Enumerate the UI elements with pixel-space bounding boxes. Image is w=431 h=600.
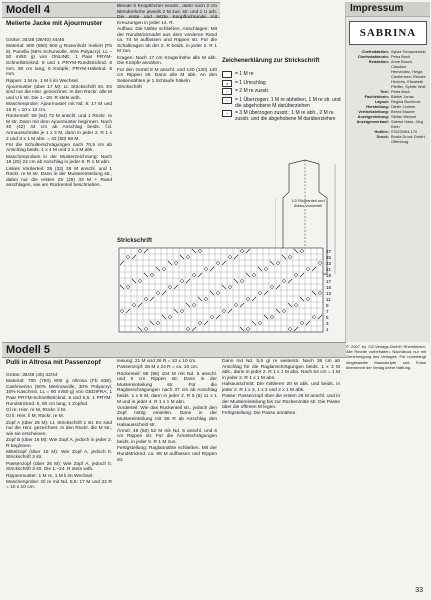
instruction-paragraph: Rückenteil: 56 (64) 72 M anschl. und 1 Rückr. re M str. Dann mit dem Ajourmuster beginnen. Nach 40 (42) 44 cm ab Anschlag beids. f.d. Armausschnitte je 1 x 3 M, dann in jeder 2. R 1 x 2 und 3 x 1 M abn. = 42 (50) 58 M. — [6, 114, 112, 142]
model4-text-column-1 — [6, 38, 112, 336]
impressum-row — [349, 119, 427, 129]
legend-text: = 1 Umschlag — [235, 79, 266, 86]
instruction-paragraph: Gl re: Hinr. re M, Rückr. li M. — [6, 407, 67, 413]
instruction-paragraph: Dann mit Nd. 5,5 gl re weiterstr. Nach 38 cm ab Anschlag für die Raglanschrägungen beids. 1 x 3 M abk., dann in jeder 2. R 1 x 1 M abn. Nach 64 cm = 1 M in jeder 2. R 1 x 1 M abn. — [222, 359, 340, 381]
legend-item — [222, 71, 342, 78]
instruction-paragraph: Passe: Passenzopf über die ersten 26 M anschl. und in der Mustereinteilung bis zur Rückenmitte str. Die Passe über die offenen M legen. — [222, 393, 340, 411]
impressum-person: Regina Buchholz — [391, 99, 421, 104]
legend-text: = 1 Überzogen: 1 M re abheben, 1 M re str. und die abgehobene M darüberziehen — [235, 96, 341, 109]
instruction-paragraph: Zopf B (über 16 M): Wie Zopf A, jedoch in jeder 2. R beginnen. — [6, 437, 112, 449]
impressum-role: Herstellung: — [366, 104, 389, 109]
impressum-role: Layout: — [374, 99, 389, 104]
instruction-paragraph: Linkes Vorderteil: 28 (32) 36 M anschl. und 1 Rückr. re M str. Dann in der Mustereinteilung str., dabei nur die ersten 25 (29) 33 M + Rand anschlagen, wie am Rückenteil beschrieben. — [6, 166, 112, 189]
instruction-paragraph: Passenzopf (über 26 M): Wie Zopf A, jedoch lt. Strickschrift 3 str. Die 1.–24. R stets wdh. — [6, 461, 112, 473]
instruction-paragraph: Kragen: Nach 17 cm Kragenhöhe alle M abk. Die Knöpfe annähen. — [117, 55, 217, 67]
impressum-person: Petra Bock — [391, 54, 411, 59]
chart-row-number: 3 — [326, 321, 329, 326]
legend-item — [222, 110, 342, 122]
impressum-person: 07623/964-170 — [391, 129, 418, 134]
chart-row-number: 5 — [326, 315, 329, 320]
chart-row-number: 9 — [326, 303, 329, 308]
instruction-paragraph: Passenzopf: 26 M x 24 R = ca. 10 cm. — [117, 365, 199, 371]
legend-item — [222, 88, 342, 95]
impressum-person: Sabine Haas, Jörg Klein — [391, 119, 424, 129]
stitch-symbol-icon: o — [222, 80, 232, 87]
sabrina-logo-text: SABRINA — [359, 27, 417, 39]
stitch-symbol-icon: \ — [222, 97, 232, 104]
instruction-paragraph: Für die Schulterschrägungen nach 70,5 cm ab Anschlag beids. 1 x 4 M und 2 x 4 M abk. — [6, 142, 112, 154]
instruction-paragraph: Gl li: Hinr. li M, Rückr. re M. — [6, 414, 65, 420]
sabrina-logo — [349, 21, 427, 45]
impressum-person: Bärbel Jonas — [391, 94, 414, 99]
chart-row-number: 17 — [326, 279, 332, 284]
instruction-paragraph: Vorderteil: Wie das Rückenteil str., jedoch den Zopf mittig einteilen. Dann in der Mustereinteilung mit 56 R ab Anschlag den Halsausschnitt str. — [117, 405, 217, 428]
chart-row-number: 1 — [326, 327, 329, 332]
instruction-paragraph: Zopf A (über 25 M): Lt. Strickschrift 1 str. Es sind nur die Hinr. gezeichnet. In den Rückr. die M str., wie sie erscheinen. — [6, 420, 112, 437]
impressum-role: Text: — [379, 89, 389, 94]
impressum-role: Anzeigenverkauf: — [356, 119, 389, 124]
instruction-paragraph: Rippen: 1 M re, 1 M li im Wechsel. — [6, 78, 79, 84]
legend-item — [222, 80, 342, 87]
impressum-role: Vertriebsleitung: — [358, 109, 389, 114]
instruction-paragraph: Blende 6 Knopflöcher einarb., dafür nach 2 cm Blendenhöhe jeweils 2 M zus. str. und 1 U arb. Die erste und letzte Knopflochrunde mit Kreuzungen in jeder 14. R. — [117, 4, 217, 26]
impressum-role: Anzeigenleitung: — [357, 114, 389, 119]
model4-subtitle: Melierte Jacke mit Ajourmuster — [6, 20, 103, 27]
impressum-person: Dieter Lindner — [391, 104, 416, 109]
instruction-paragraph: leisung: 21 M und 26 R = 10 x 10 cm. — [117, 359, 197, 364]
model5-text-column-1 — [6, 373, 112, 593]
page-number: 33 — [415, 587, 423, 594]
chart-row-number: 23 — [326, 261, 332, 266]
model5-subtitle: Pulli in Altrosa mit Passenzopf — [6, 359, 101, 366]
impressum-role: Chefredaktion: — [361, 49, 389, 54]
chart-row-number: 21 — [326, 267, 332, 272]
impressum-role: Hotline: — [374, 129, 389, 134]
impressum-row — [349, 59, 427, 89]
model4-title: Modell 4 — [2, 2, 220, 18]
chart-row-number: 7 — [326, 309, 329, 314]
legend-heading: Zeichenerklärung zur Strickschrift — [222, 58, 320, 64]
instruction-paragraph: Material: 800 (850) 900 g Rosenholz meliert (Fb 9). Panella (56% Schurwolle, 40% Polyacryl, LL – 50 m/50 g) von ONLINE; 1 Paar PRYM-Schnellstricknd. 8 und 1 PRYM-Rundstricknd. 8 mm, 80 cm lang; 6 Knöpfe; PRYM-Häkelnd. 6 mm. — [6, 44, 112, 78]
impressum-sidebar — [345, 2, 430, 342]
impressum-person: Petra Bock — [391, 89, 411, 94]
schematic-label: 1/2 Rückenteil und linkes Vorderteil — [291, 198, 325, 208]
impressum-title: Impressum — [346, 2, 430, 17]
impressum-row — [349, 134, 427, 144]
chart-row-number: 15 — [326, 285, 332, 290]
impressum-role: Redaktion: — [368, 59, 389, 64]
impressum-person: Stefan Wenzel — [391, 114, 417, 119]
legend-text: = 1 M re — [235, 71, 254, 77]
impressum-person: Burda Druck GmbH, Offenburg — [391, 134, 427, 144]
instruction-paragraph: Ajourmuster (über 17 M): Lt. Strickschrift str. Es sind nur die Hinr. gezeichnet. In den Rückr. alle M und U li str. Die 1.–28. R stets wdh. — [6, 84, 112, 101]
impressum-rows — [346, 49, 430, 144]
instruction-paragraph: Größe: 34/36 (38/40) 44/46 — [6, 38, 65, 43]
impressum-role: Chefredakteurin: — [357, 54, 389, 59]
impressum-role: Fachlektorin: — [364, 94, 389, 99]
stitch-symbol-icon: / — [222, 88, 232, 95]
instruction-paragraph: Fertigstellung: Raglannähte schließen. Mit der Rundstricknd. ca. 88 M auffassen und Rippen str. — [117, 446, 217, 463]
instruction-paragraph: Maschenproben in der Musterzeichnung: Nach 18 (20) 22 cm ab Anschlag in jeder 8. R 1 M abn. — [6, 154, 112, 166]
instruction-paragraph: Fertigstellung: Die Passe annähen. — [222, 411, 297, 417]
instruction-paragraph: Halsausschnitt: Die mittleren 20 M abk. und beids. in jeder 2. R 1 x 3, 1 x 2 und 2 x 1 M abk. — [222, 382, 340, 393]
legend-text: = 3 M überzogen zusstr.: 1 M re abh., 2 M re zusstr. und die abgehobene M darüberziehen — [235, 110, 336, 122]
instruction-paragraph: Mittelzopf (über 15 M): Wie Zopf A, jedoch lt. Strickschrift 3 str. — [6, 449, 112, 461]
impressum-legal: © 2007 by OZ-Verlags-GmbH Rheinfelden. Alle Rechte vorbehalten. Nachdruck nur mit Genehmigung des Verlages. Für unverlangt eingesandte Manuskripte und Fotos übernimmt der Verlag keine Haftung. — [346, 344, 426, 370]
model5-title: Modell 5 — [2, 342, 346, 358]
chart-row-number: 11 — [326, 297, 331, 302]
chart-row-number: 19 — [326, 273, 332, 278]
impressum-role: Druck: — [376, 134, 389, 139]
impressum-person: Anne Busch, Claudine Hernandez, Helga Carstensen, Renate Hinrichs, Elisabeth Pfeiffer, Sybille Wolf — [391, 59, 426, 89]
chart-row-number: 13 — [326, 291, 332, 296]
instruction-paragraph: Aufbau: Die Nähte schließen. Anschlagen: Mit der Rundstricknadel aus dem vorderen Rand ca. 74 M auffassen und Rippen str. Für die Schalkragen ab der 2. R beids. in jeder 2. R 1 M zun. — [117, 27, 217, 55]
stitch-symbol-icon: ^ — [222, 110, 232, 117]
chart-row-number: 25 — [326, 255, 332, 260]
instruction-paragraph: Material: 700 (750) 800 g Altrosa (Fb 638). Cashmerino (50% Merinowolle, 30% Polyacryl, 10% Kaschmir, LL = 90 m/50 g) von GEDIFRA; 1 Paar PRYM-Schnellstricknd. 5 und 5,5; 1 PRYM-Rundstricknd. 5, 80 cm lang; 1 Zopfnd. — [6, 379, 112, 407]
model4-text-column-2 — [117, 4, 217, 234]
instruction-paragraph: Maschenprobe: Gl re mit Nd. 5,5: 17 M und 22 R = 10 x 10 cm. — [6, 479, 112, 491]
instruction-paragraph: Strickschrift — [117, 85, 142, 91]
chart-row-number: 27 — [326, 249, 332, 254]
instruction-paragraph: Für den Gürtel 8 M anschl. und 120 (130) 140 cm Rippen str. Dann alle M abk. An den Seitennähten je 1 Schlaufe häkeln. — [117, 67, 217, 84]
chart-legend — [222, 71, 342, 124]
instruction-paragraph: Rückenteil: 88 (96) 104 M mit Nd. 5 anschl. und 6 cm Rippen str. Dann in der Mustereinteilung str. Für die Raglanschrägungen nach 37 cm ab Anschlag beids. 1 x 5 M, dann in jeder 2. R 5 (8) 11 x 1 M und in jeder 4. R 1 x 1 M abn. — [117, 371, 217, 405]
impressum-person: Bernd Maurer — [391, 109, 415, 114]
instruction-paragraph: Größe: 36/38 (40) 42/44 — [6, 373, 58, 378]
chart-heading: Strickschrift — [117, 238, 153, 244]
legend-item — [222, 97, 342, 109]
stitch-symbol-icon — [222, 71, 232, 78]
model5-text-column-3 — [222, 359, 340, 594]
impressum-person: Sylvia Tomaszewski — [391, 49, 426, 54]
model5-text-column-2 — [117, 359, 217, 594]
instruction-paragraph: Ärmel: 48 (50) 52 M mit Nd. 5 anschl. und 6 cm Rippen str. Für die Ärmelschrägungen beids. in jeder 6. R 1 M zun. — [117, 428, 217, 446]
knitting-chart — [117, 246, 342, 334]
legend-text: = 2 M re zusstr. — [235, 88, 270, 94]
instruction-paragraph: Rippenmuster: 1 M re, 1 M li im Wechsel. — [6, 473, 94, 479]
instruction-paragraph: Maschenprobe: Ajourmuster mit Nd. 8: 17 M und 15 R = 10 x 10 cm. — [6, 102, 112, 113]
